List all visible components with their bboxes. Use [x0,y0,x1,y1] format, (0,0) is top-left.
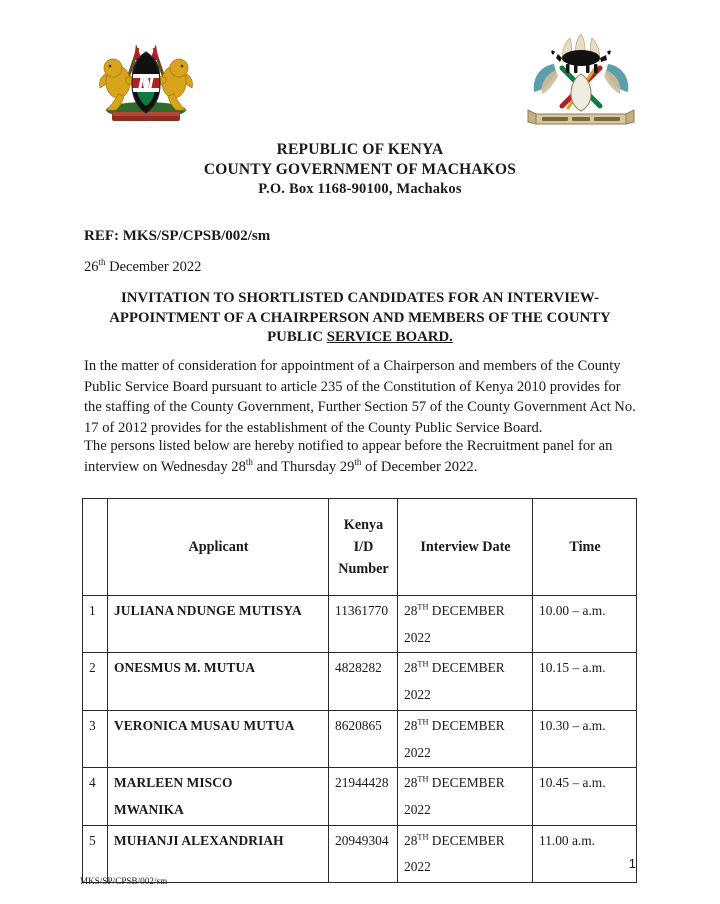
cell-id-number: 20949304 [329,825,398,882]
table-header-row [83,499,637,596]
footer-reference: MKS/SP/CPSB/002/sm [80,876,168,886]
table-row [83,768,637,825]
table-row [83,653,637,710]
cell-interview-date [398,710,533,767]
title-line-2: APPOINTMENT OF A CHAIRPERSON AND MEMBERS OF THE COUNTY PUBLIC [109,309,611,346]
date-line-1 [404,657,527,679]
date-line-1 [404,600,527,622]
title-line-3: SERVICE BOARD. [326,329,453,346]
date-day-ordinal: TH [417,659,429,669]
date-year: 2022 [404,629,431,645]
cell-time: 10.00 – a.m. [533,596,637,653]
paragraph-2-part-3: of December 2022. [361,458,478,475]
date-line-1 [404,715,527,737]
applicant-name-line-1: MARLEEN MISCO [114,775,233,791]
date-line-1 [404,772,527,794]
date-month: DECEMBER [428,775,505,791]
document-date [84,259,201,276]
emblem-row [0,30,720,135]
cell-index: 5 [83,825,108,882]
cell-id-number: 21944428 [329,768,398,825]
column-header-index [83,499,108,596]
cell-time: 10.45 – a.m. [533,768,637,825]
date-ordinal: th [98,257,106,268]
date-month: DECEMBER [428,660,505,676]
date-day-number: 28 [404,775,418,791]
date-year: 2022 [404,687,431,703]
applicant-name-line-1: ONESMUS M. MUTUA [114,660,256,676]
table-row [83,596,637,653]
column-header-interview-date: Interview Date [398,499,533,596]
date-month: DECEMBER [428,717,505,733]
applicant-name-line-1: JULIANA NDUNGE MUTISYA [114,603,302,618]
applicant-name-line-1: MUHANJI ALEXANDRIAH [114,832,284,848]
cell-applicant [108,596,329,653]
body-paragraph-2 [84,436,636,477]
date-year: 2022 [404,859,431,875]
title-line-1: INVITATION TO SHORTLISTED CANDIDATES FOR AN INTERVIEW- [120,290,600,306]
reference-line: REF: MKS/SP/CPSB/002/sm [84,228,271,244]
cell-id-number: 11361770 [329,596,398,653]
cell-interview-date [398,768,533,825]
id-header-line-2: I/D [353,539,374,555]
cell-time: 10.30 – a.m. [533,710,637,767]
cell-index: 1 [83,596,108,653]
cell-interview-date [398,653,533,710]
body-paragraph-1: In the matter of consideration for appointment of a Chairperson and members of the County Public Service Board pursuant to article 235 of the Constitution of Kenya 2010 provides for the staffing of the County Government, Further Section 57 of the County Government Act No. 17 of 2012 provides for the establishment of the County Public Service Board. [84,358,636,437]
date-year: 2022 [404,801,431,817]
paragraph-2-part-1: The persons listed below are hereby notified to appear before the Recruitment panel for an interview on Wednesday 28 [84,438,613,475]
cell-id-number: 8620865 [329,710,398,767]
kenya-coat-of-arms-icon [86,30,206,132]
column-header-id-number [329,499,398,596]
date-month: DECEMBER [428,603,505,618]
table-row [83,825,637,882]
date-day-number: 28 [404,717,418,733]
column-header-time: Time [533,499,637,596]
cell-interview-date [398,825,533,882]
date-day-number: 28 [404,603,418,618]
cell-applicant [108,653,329,710]
page-title [84,289,636,348]
date-rest: December 2022 [105,259,202,275]
paragraph-2-ordinal-29: th [354,456,362,467]
date-day-ordinal: TH [417,774,429,784]
column-header-applicant: Applicant [108,499,329,596]
cell-index: 4 [83,768,108,825]
date-day-ordinal: TH [417,602,429,612]
cell-index: 3 [83,710,108,767]
paragraph-2-part-2: and Thursday 29 [252,458,355,475]
cell-interview-date [398,596,533,653]
cell-index: 2 [83,653,108,710]
page-number: 1 [628,856,636,871]
letterhead-line-address: P.O. Box 1168-90100, Machakos [258,181,462,198]
date-day-number: 28 [404,660,418,676]
applicant-name-line-1: VERONICA MUSAU MUTUA [114,717,295,733]
date-year: 2022 [404,744,431,760]
applicant-name-line-2: MWANIKA [114,801,184,817]
cell-time: 11.00 a.m. [533,825,637,882]
cell-time: 10.15 – a.m. [533,653,637,710]
date-month: DECEMBER [428,832,505,848]
letterhead [0,140,720,199]
date-day-ordinal: TH [417,832,429,842]
id-header-line-1: Kenya [343,517,384,533]
date-day-ordinal: TH [417,717,429,727]
letterhead-line-republic: REPUBLIC OF KENYA [276,141,444,158]
date-day: 26 [84,259,99,275]
date-day-number: 28 [404,832,418,848]
cell-applicant [108,825,329,882]
table-row [83,710,637,767]
cell-id-number: 4828282 [329,653,398,710]
cell-applicant [108,710,329,767]
machakos-county-emblem-icon [522,30,640,130]
candidates-table [82,498,637,883]
paragraph-2-ordinal-28: th [245,456,253,467]
cell-applicant [108,768,329,825]
date-line-1 [404,830,527,852]
letterhead-line-county: COUNTY GOVERNMENT OF MACHAKOS [203,161,517,179]
candidates-table-wrapper [82,498,636,883]
id-header-line-3: Number [338,561,389,577]
